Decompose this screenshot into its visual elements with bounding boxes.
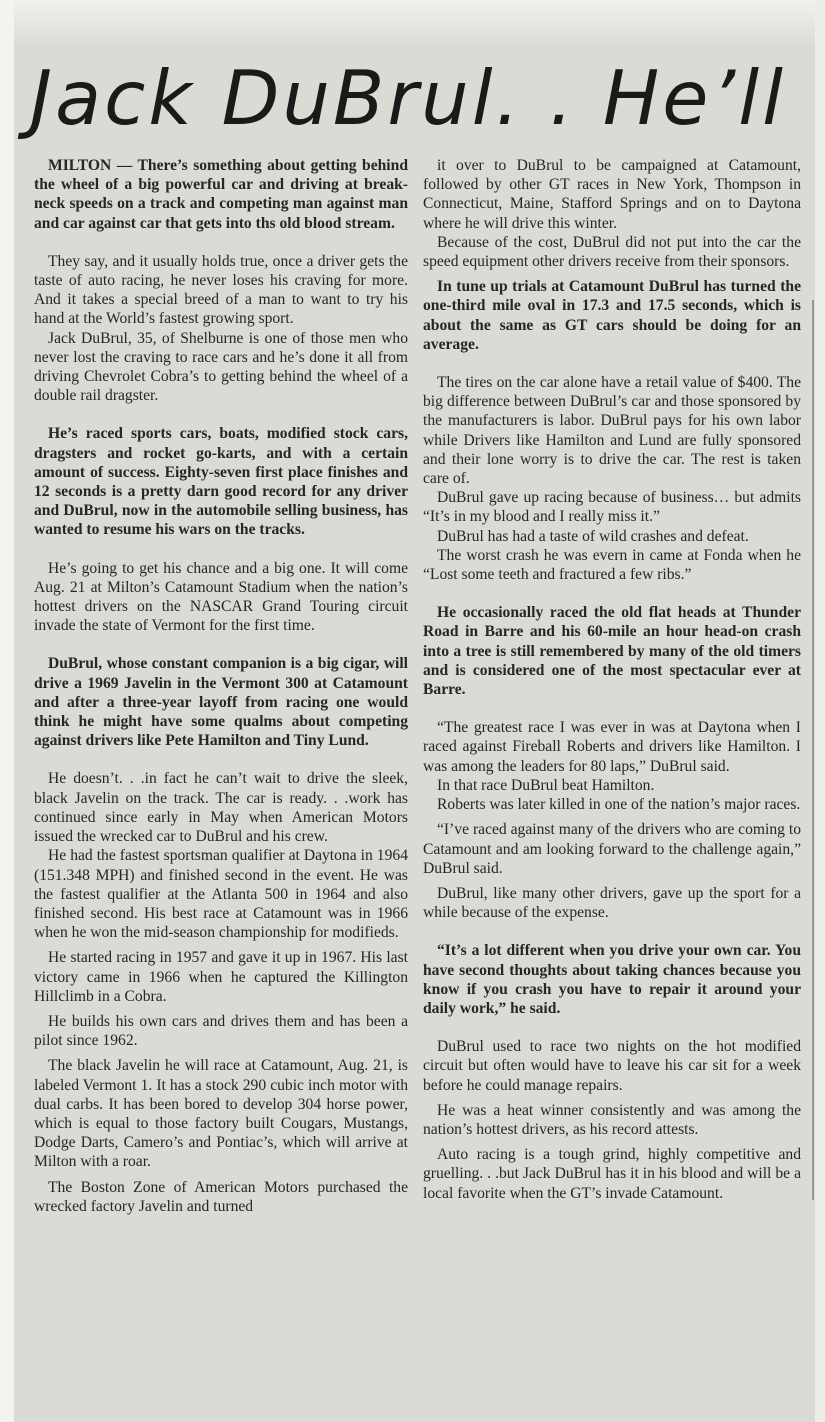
column-rule — [812, 300, 814, 1200]
paragraph: DuBrul used to race two nights on the hot modified circuit but often would have to leave his car sit for a week before he could manage repairs. — [423, 1038, 801, 1094]
paragraph: He’s raced sports cars, boats, modified stock cars, dragsters and rocket go-karts, and with a certain amount of success. Eighty-seven first place finishes and 12 seconds is a pretty darn good record for any driver and DuBrul, now in the automobile selling business, has wanted to resume his wars on the tracks. — [34, 425, 408, 539]
paragraph: “The greatest race I was ever in was at Daytona when I raced against Fireball Roberts and drivers like Hamilton. I was among the leaders for 80 laps,” DuBrul said. — [423, 719, 801, 775]
paper-edge-left — [0, 0, 14, 1422]
paragraph: He started racing in 1957 and gave it up in 1967. His last victory came in 1966 when he captured the Killington Hillclimb in a Cobra. — [34, 949, 408, 1005]
paragraph: DuBrul has had a taste of wild crashes and defeat. — [437, 527, 749, 545]
paragraph: DuBrul, whose constant companion is a big cigar, will drive a 1969 Javelin in the Vermont 300 at Catamount and after a three-year layoff from racing one would think he might have some qualms about competing against drivers like Pete Hamilton and Tiny Lund. — [34, 655, 408, 750]
article-column-right — [423, 156, 801, 1203]
paragraph: He had the fastest sportsman qualifier at Daytona in 1964 (151.348 MPH) and finished second in the event. He was the fastest qualifier at the Atlanta 500 in 1964 and also finished second. His best race at Catamount was in 1966 when he won the mid-season championship for modifieds. — [34, 847, 408, 942]
paragraph: The Boston Zone of American Motors purchased the wrecked factory Javelin and turned — [34, 1178, 408, 1215]
paragraph: DuBrul gave up racing because of business… but admits “It’s in my blood and I really miss it.” — [423, 489, 801, 526]
paragraph: He occasionally raced the old flat heads at Thunder Road in Barre and his 60-mile an hour head-on crash into a tree is still remembered by many of the old timers and is considered one of the most spectacular ever at Barre. — [423, 604, 801, 699]
paragraph: He doesn’t. . .in fact he can’t wait to drive the sleek, black Javelin on the track. The car is ready. . .work has continued since early in May when American Motors issued the wrecked car to DuBrul and his crew. — [34, 770, 408, 846]
paragraph: “I’ve raced against many of the drivers who are coming to Catamount and am looking forward to the challenge again,” DuBrul said. — [423, 821, 801, 877]
paper-edge-right — [815, 0, 825, 1422]
paragraph: The worst crash he was evern in came at Fonda when he “Lost some teeth and fractured a few ribs.” — [423, 546, 801, 584]
paragraph: The tires on the car alone have a retail value of $400. The big difference between DuBrul’s car and those sponsored by the manufacturers is labor. DuBrul pays for his own labor while Drivers like Hamilton and Lund are fully sponsored and their lone worry is to drive the car. The rest is taken care of. — [423, 374, 801, 488]
paragraph: He was a heat winner consistently and was among the nation’s hottest drivers, as his record attests. — [423, 1101, 801, 1138]
paragraph: He builds his own cars and drives them and has been a pilot since 1962. — [34, 1012, 408, 1050]
paragraph: MILTON — There’s something about getting behind the wheel of a big powerful car and driving at break-neck speeds on a track and competing man against man and car against car that gets into ths old blood stream. — [34, 157, 408, 232]
paragraph: Roberts was later killed in one of the nation’s major races. — [437, 796, 801, 814]
article-column-left — [34, 156, 408, 1216]
headline: Jack DuBrul. . He’ll — [30, 54, 786, 142]
paragraph: “It’s a lot different when you drive your own car. You have second thoughts about taking chances because you know if you crash you have to repair it around your daily work,” he said. — [423, 942, 801, 1017]
paragraph: Because of the cost, DuBrul did not put into the car the speed equipment other drivers receive from their sponsors. — [423, 233, 801, 271]
paragraph: They say, and it usually holds true, once a driver gets the taste of auto racing, he never loses his craving for more. And it takes a special breed of a man to want to try his hand at the World’s fastest growing sport. — [34, 252, 408, 328]
paragraph: Jack DuBrul, 35, of Shelburne is one of those men who never lost the craving to race cars and he’s done it all from driving Chevrolet Cobra’s to getting behind the wheel of a double rail dragster. — [34, 329, 408, 405]
paper-edge-top — [0, 0, 825, 48]
paragraph: Auto racing is a tough grind, highly competitive and gruelling. . .but Jack DuBrul has it in his blood and will be a local favorite when the GT’s invade Catamount. — [423, 1146, 801, 1202]
paragraph: it over to DuBrul to be campaigned at Catamount, followed by other GT races in New York, Thompson in Connecticut, Maine, Stafford Springs and on to Daytona where he will drive this winter. — [423, 157, 801, 232]
paragraph: In that race DuBrul beat Hamilton. — [437, 776, 655, 794]
paragraph: He’s going to get his chance and a big one. It will come Aug. 21 at Milton’s Catamount Stadium when the nation’s hottest drivers on the NASCAR Grand Touring circuit invade the state of Vermont for the first time. — [34, 559, 408, 635]
paragraph: In tune up trials at Catamount DuBrul has turned the one-third mile oval in 17.3 and 17.5 seconds, which is about the same as GT cars should be doing for an average. — [423, 278, 801, 353]
paragraph: The black Javelin he will race at Catamount, Aug. 21, is labeled Vermont 1. It has a stock 290 cubic inch motor with dual carbs. It has been bored to develop 304 horse power, which is equal to those factory built Cougars, Mustangs, Dodge Darts, Camero’s and Pontiac’s, which will arrive at Milton with a roar. — [34, 1057, 408, 1171]
paragraph: DuBrul, like many other drivers, gave up the sport for a while because of the expense. — [423, 884, 801, 922]
